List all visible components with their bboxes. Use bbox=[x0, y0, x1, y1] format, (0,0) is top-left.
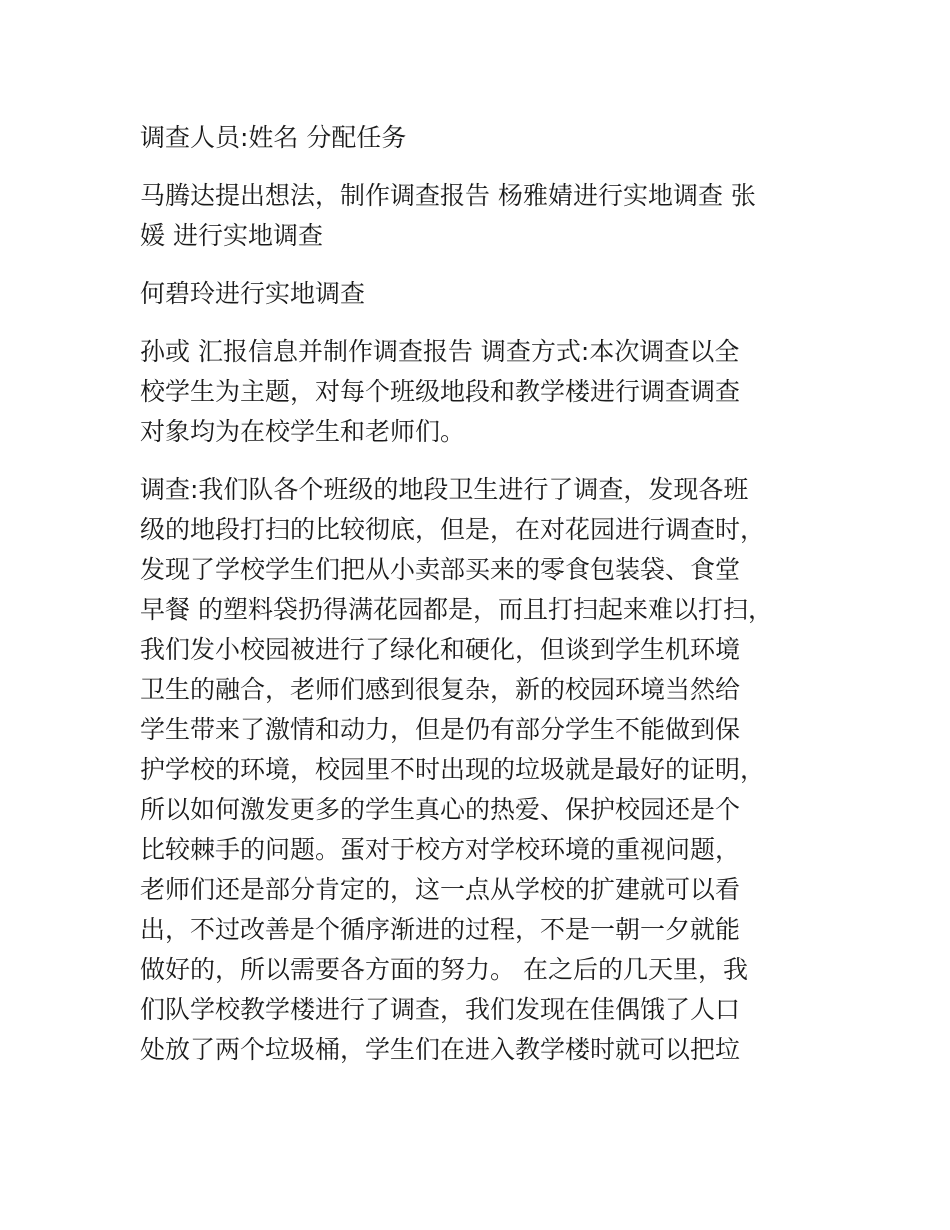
text-line: 发现了学校学生们把从小卖部买来的零食包装袋、食堂 bbox=[140, 555, 741, 584]
text-line: 护学校的环境，校园里不时出现的垃圾就是最好的证明， bbox=[140, 755, 766, 784]
text-line: 出，不过改善是个循序渐进的过程，不是一朝一夕就能 bbox=[140, 915, 741, 944]
text-line: 做好的，所以需要各方面的努力。 在之后的几天里，我 bbox=[140, 955, 748, 984]
paragraph-survey-method bbox=[140, 332, 830, 452]
text-line: 卫生的融合，老师们感到很复杂，新的校园环境当然给 bbox=[140, 675, 741, 704]
text-line: 校学生为主题，对每个班级地段和教学楼进行调查调查 bbox=[140, 377, 741, 406]
text-line: 比较棘手的问题。蛋对于校方对学校环境的重视问题， bbox=[140, 835, 741, 864]
text-line: 调查人员:姓名 分配任务 bbox=[140, 123, 407, 152]
text-line: 学生带来了激情和动力，但是仍有部分学生不能做到保 bbox=[140, 715, 741, 744]
text-line: 们队学校教学楼进行了调查，我们发现在佳偶饿了人口 bbox=[140, 995, 741, 1024]
text-line: 处放了两个垃圾桶，学生们在进入教学楼时就可以把垃 bbox=[140, 1035, 741, 1064]
text-line: 孙或 汇报信息并制作调查报告 调查方式:本次调查以全 bbox=[140, 337, 740, 366]
text-line: 媛 进行实地调查 bbox=[140, 221, 323, 250]
paragraph-task-assignment bbox=[140, 176, 830, 256]
text-line: 调查:我们队各个班级的地段卫生进行了调查，发现各班 bbox=[140, 475, 749, 504]
text-line: 级的地段打扫的比较彻底，但是，在对花园进行调查时， bbox=[140, 515, 766, 544]
text-line: 老师们还是部分肯定的，这一点从学校的扩建就可以看 bbox=[140, 875, 741, 904]
text-line: 我们发小校园被进行了绿化和硬化，但谈到学生机环境 bbox=[140, 635, 741, 664]
text-line: 对象均为在校学生和老师们。 bbox=[140, 417, 466, 446]
text-line: 所以如何激发更多的学生真心的热爱、保护校园还是个 bbox=[140, 795, 741, 824]
text-line: 马腾达提出想法，制作调查报告 杨雅婧进行实地调查 张 bbox=[140, 181, 756, 210]
text-line: 早餐 的塑料袋扔得满花园都是，而且打扫起来难以打扫， bbox=[140, 595, 773, 624]
paragraph-survey-findings bbox=[140, 470, 830, 1070]
document-body bbox=[140, 118, 830, 1088]
paragraph-member bbox=[140, 274, 830, 314]
paragraph-investigators bbox=[140, 118, 830, 158]
text-line: 何碧玲进行实地调查 bbox=[140, 279, 366, 308]
